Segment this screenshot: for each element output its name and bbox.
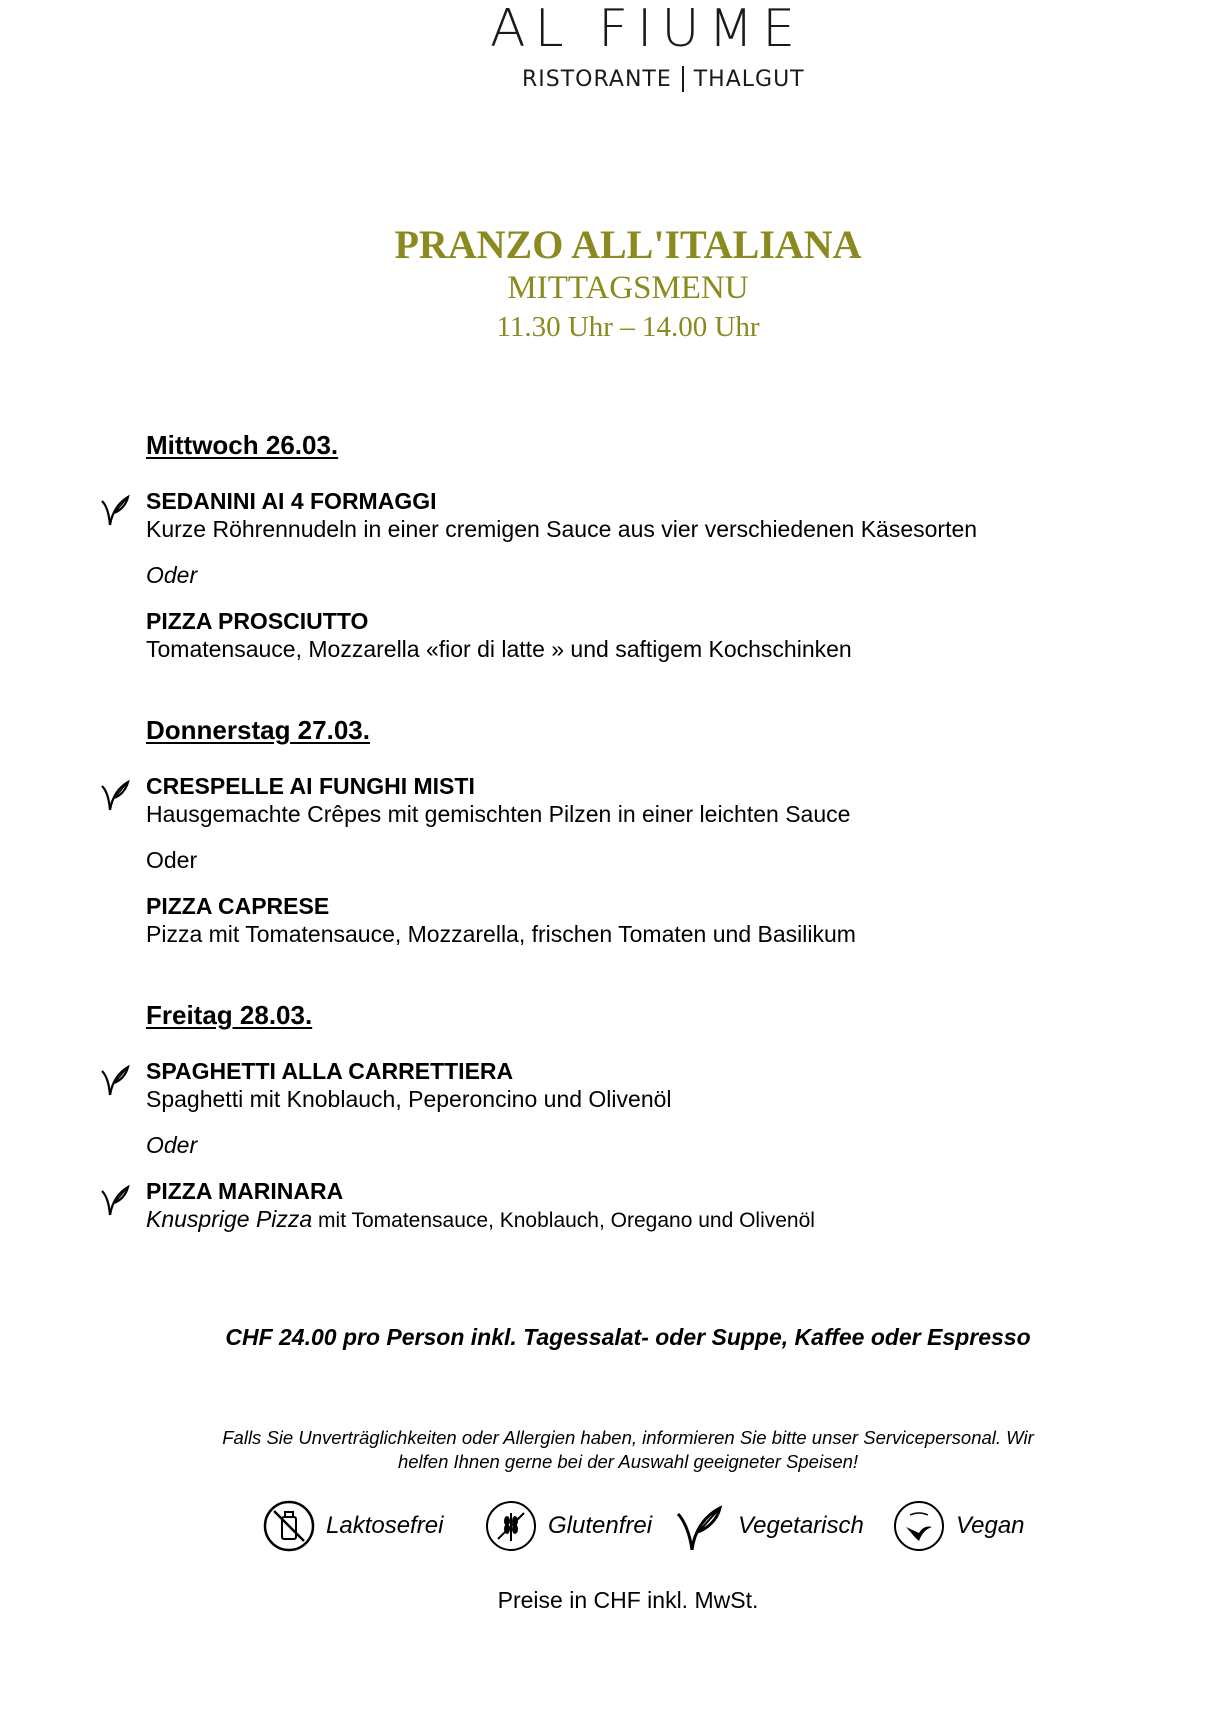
dish-item [146,1057,1106,1113]
dish-description [146,1205,1106,1235]
dish-name: SEDANINI AI 4 FORMAGGI [146,488,437,514]
dish-item [146,772,1106,828]
legend-vegan [892,1496,1025,1556]
logo-sub-right: THALGUT [693,67,805,92]
dish-name: SPAGHETTI ALLA CARRETTIERA [146,1058,514,1084]
vegetarian-leaf-icon [672,1496,728,1556]
logo-subtitle [522,66,805,94]
legend-gluten-free [484,1496,652,1556]
lactose-free-icon [262,1499,316,1553]
day-section [146,715,1106,948]
dish-name: PIZZA PROSCIUTTO [146,608,369,634]
or-separator: Oder [146,847,198,873]
vegetarian-leaf-icon [96,772,136,816]
price-line: CHF 24.00 pro Person inkl. Tagessalat- oder Suppe, Kaffee oder Espresso [225,1324,1031,1350]
gluten-free-icon [484,1499,538,1553]
menu-title: PRANZO ALL'ITALIANA [394,222,862,267]
vegetarian-leaf-icon [96,487,136,531]
vegetarian-leaf-icon [96,1057,136,1101]
footer-note: Preise in CHF inkl. MwSt. [497,1587,759,1613]
dish-description: Hausgemachte Crêpes mit gemischten Pilzen in einer leichten Sauce [146,801,851,827]
logo-sub-left: RISTORANTE [522,67,672,92]
vegan-icon [892,1499,946,1553]
dish-name: PIZZA CAPRESE [146,893,330,919]
allergy-note-line2: helfen Ihnen gerne bei der Auswahl geeigneter Speisen! [397,1451,859,1472]
dish-item [146,607,1106,663]
dish-description-rest: mit Tomatensauce, Knoblauch, Oregano und Olivenöl [312,1209,815,1232]
menu-content [146,430,1106,1235]
legend-vegetarian [672,1496,864,1556]
legend-label: Vegetarisch [738,1512,864,1539]
legend-label: Laktosefrei [326,1512,444,1539]
day-heading: Mittwoch 26.03. [146,430,339,460]
or-separator: Oder [146,562,198,588]
allergy-note [150,1426,1106,1474]
or-separator: Oder [146,1132,198,1158]
dish-description-italic: Knusprige Pizza [146,1206,313,1232]
dish-name: PIZZA MARINARA [146,1178,344,1204]
diet-legend [262,1496,1112,1556]
dish-description: Spaghetti mit Knoblauch, Peperoncino und Olivenöl [146,1086,672,1112]
logo-divider [682,66,684,92]
dish-item [146,892,1106,948]
day-section [146,430,1106,663]
legend-label: Vegan [956,1512,1025,1539]
day-heading: Freitag 28.03. [146,1000,313,1030]
allergy-note-line1: Falls Sie Unverträglichkeiten oder Allergien haben, informieren Sie bitte unser Servicepersonal. Wir [222,1427,1034,1448]
menu-subtitle: MITTAGSMENU [507,270,749,306]
legend-lactose-free [262,1496,443,1556]
dish-description: Pizza mit Tomatensauce, Mozzarella, frischen Tomaten und Basilikum [146,921,856,947]
menu-hours: 11.30 Uhr – 14.00 Uhr [496,311,760,343]
vegetarian-leaf-icon [96,1177,136,1221]
day-heading: Donnerstag 27.03. [146,715,370,745]
dish-name: CRESPELLE AI FUNGHI MISTI [146,773,475,799]
dish-description: Kurze Röhrennudeln in einer cremigen Sauce aus vier verschiedenen Käsesorten [146,516,978,542]
dish-item [146,487,1106,543]
dish-item [146,1177,1106,1235]
day-section [146,1000,1106,1235]
menu-header [0,222,1222,346]
logo-name: AL FIUME [490,0,805,59]
legend-label: Glutenfrei [548,1512,653,1539]
dish-description: Tomatensauce, Mozzarella «fior di latte » und saftigem Kochschinken [146,636,852,662]
